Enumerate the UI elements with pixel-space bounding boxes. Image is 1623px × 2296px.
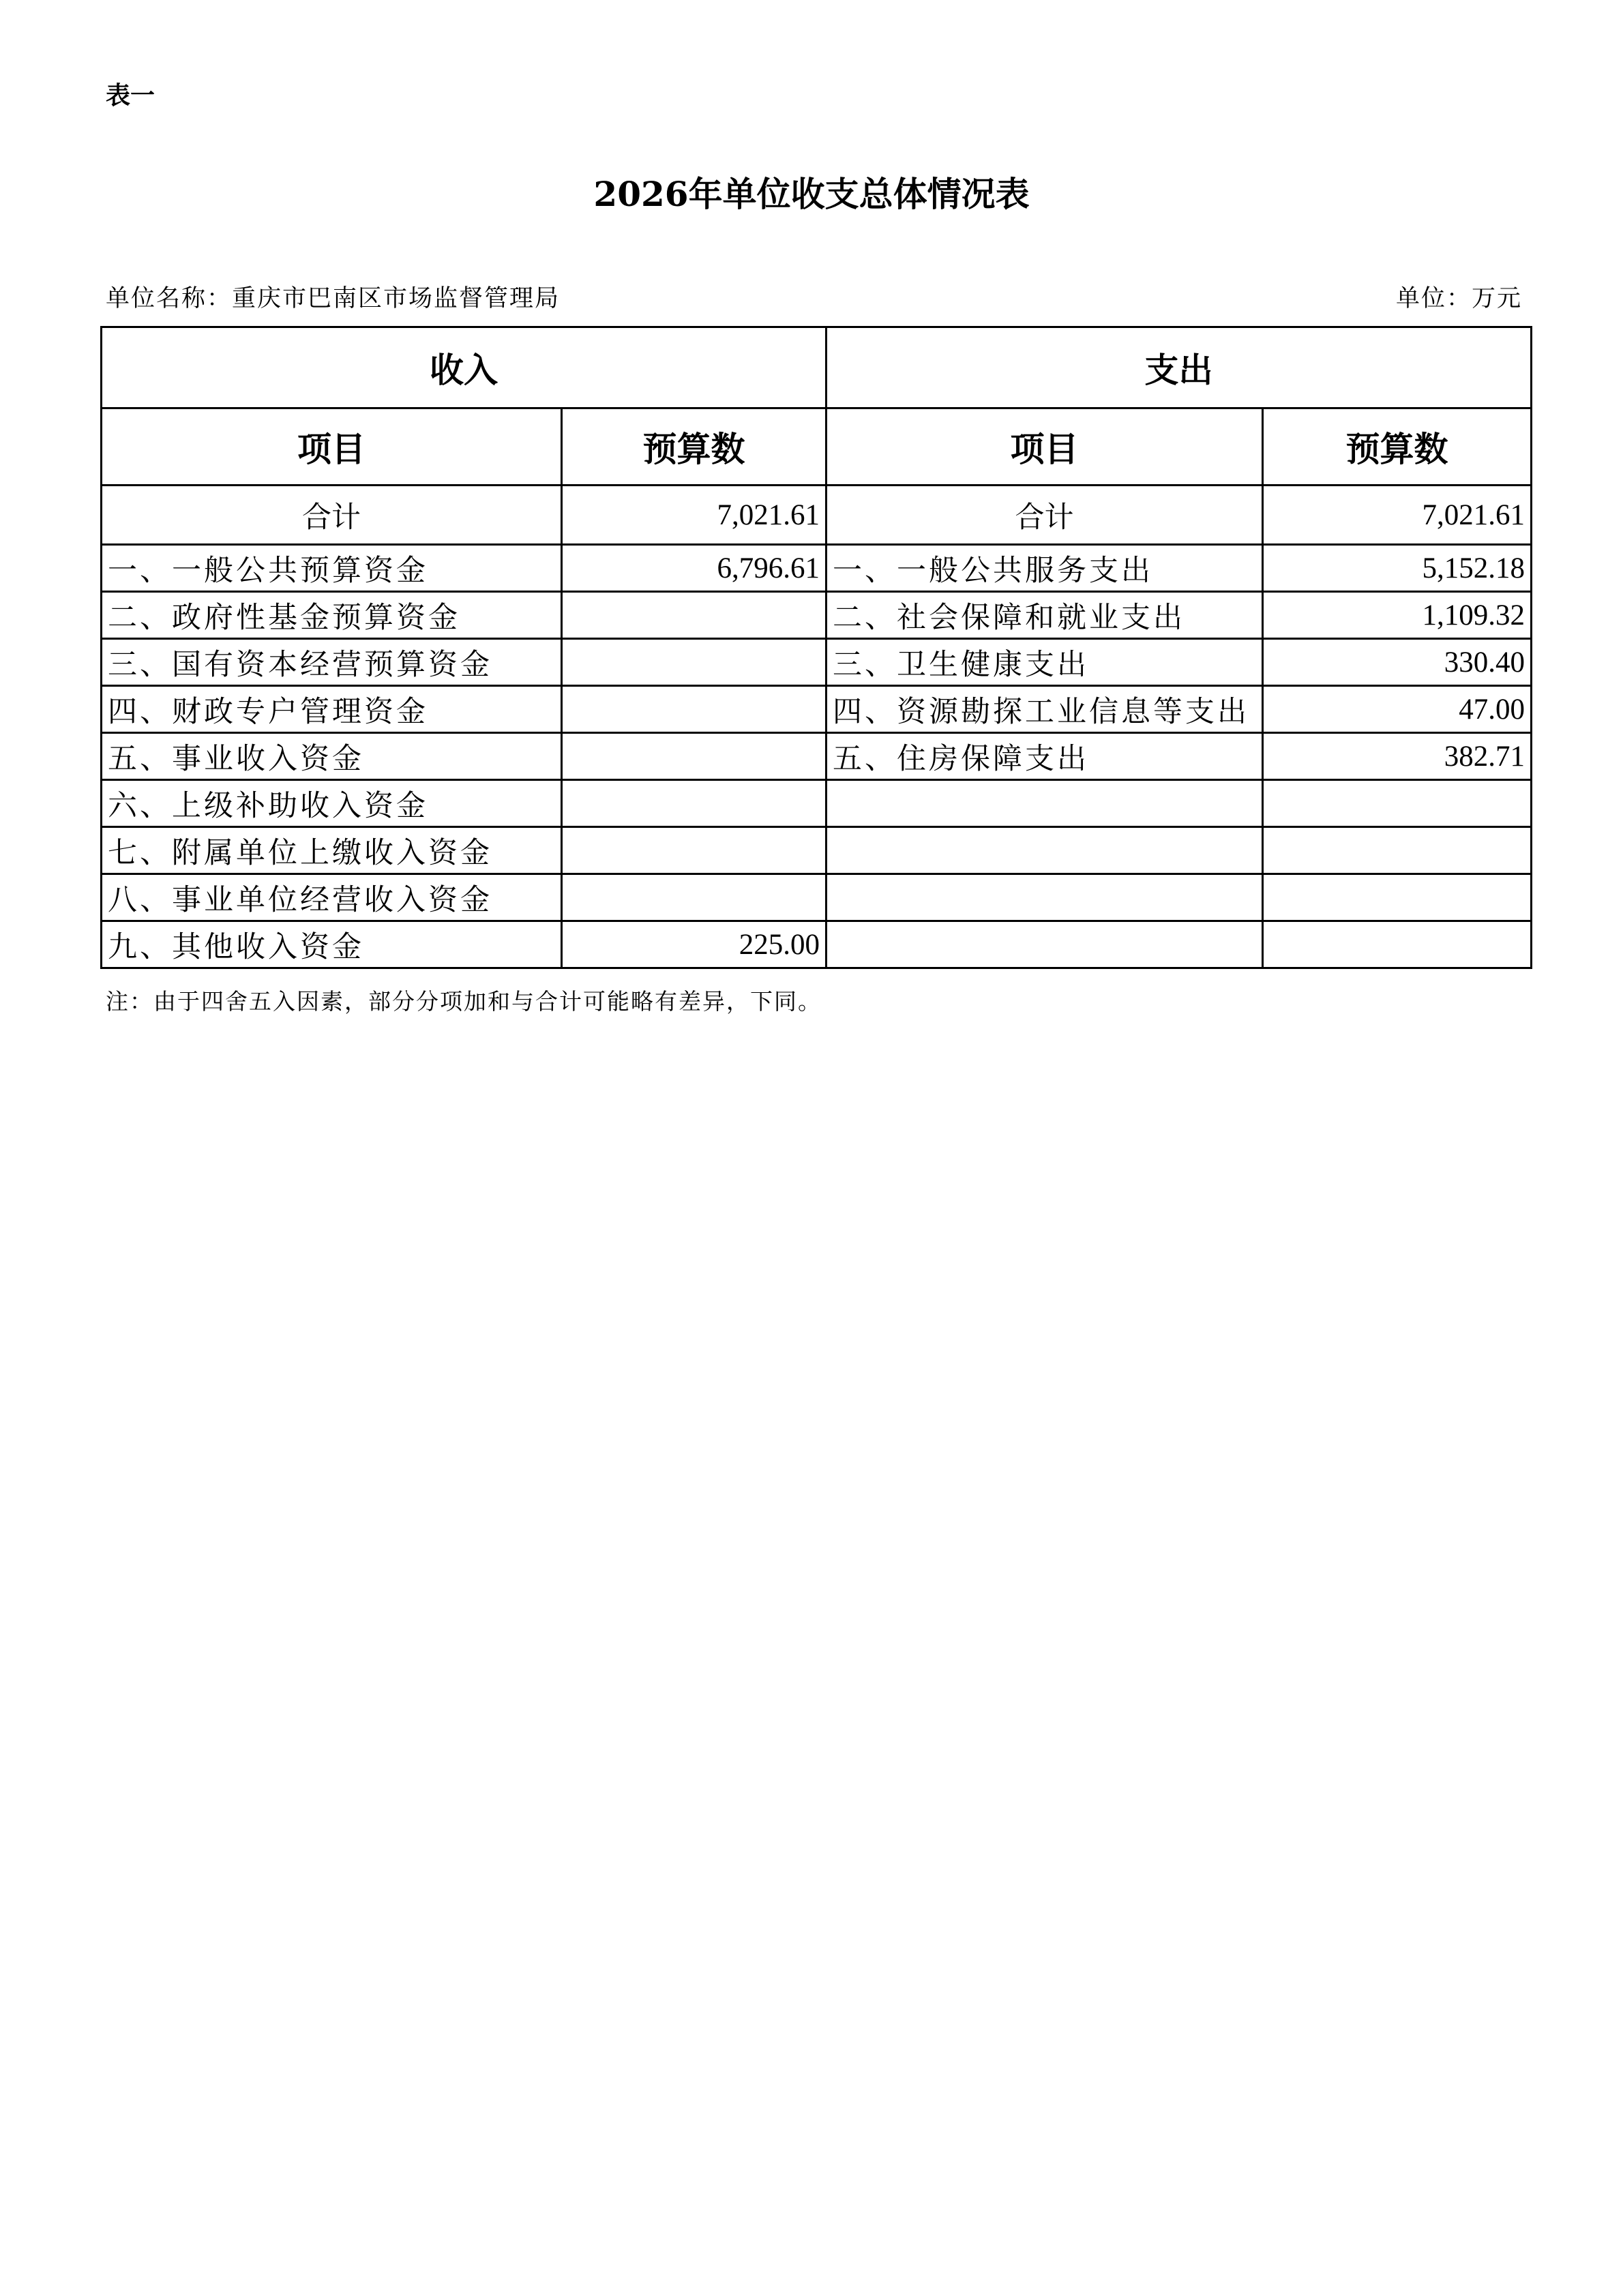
expense-amount: 5,152.18 bbox=[1263, 545, 1532, 592]
table-row bbox=[102, 921, 1532, 968]
expense-total-amount: 7,021.61 bbox=[1263, 486, 1532, 545]
expense-header: 支出 bbox=[827, 327, 1532, 408]
income-amount bbox=[562, 733, 827, 780]
expense-item-header: 项目 bbox=[827, 408, 1263, 486]
income-amount bbox=[562, 592, 827, 639]
income-amount bbox=[562, 686, 827, 733]
table-row bbox=[102, 639, 1532, 686]
expense-total-label: 合计 bbox=[827, 486, 1263, 545]
table-row bbox=[102, 545, 1532, 592]
table-row bbox=[102, 874, 1532, 921]
column-header-row bbox=[102, 408, 1532, 486]
expense-amount-header: 预算数 bbox=[1263, 408, 1532, 486]
unit-name: 单位名称：重庆市巴南区市场监督管理局 bbox=[106, 285, 561, 312]
expense-item: 三、卫生健康支出 bbox=[827, 639, 1263, 686]
income-amount bbox=[562, 780, 827, 827]
expense-amount: 330.40 bbox=[1263, 639, 1532, 686]
income-item: 一、一般公共预算资金 bbox=[102, 545, 562, 592]
table-row bbox=[102, 780, 1532, 827]
footnote: 注：由于四舍五入因素，部分分项加和与合计可能略有差异，下同。 bbox=[106, 988, 822, 1015]
income-total-label: 合计 bbox=[102, 486, 562, 545]
table-row bbox=[102, 592, 1532, 639]
expense-amount bbox=[1263, 827, 1532, 874]
expense-amount: 382.71 bbox=[1263, 733, 1532, 780]
table-label: 表一 bbox=[106, 82, 155, 110]
income-item: 二、政府性基金预算资金 bbox=[102, 592, 562, 639]
expense-item: 四、资源勘探工业信息等支出 bbox=[827, 686, 1263, 733]
expense-amount: 1,109.32 bbox=[1263, 592, 1532, 639]
income-amount: 225.00 bbox=[562, 921, 827, 968]
expense-item bbox=[827, 921, 1263, 968]
income-amount bbox=[562, 874, 827, 921]
expense-item: 五、住房保障支出 bbox=[827, 733, 1263, 780]
total-row bbox=[102, 486, 1532, 545]
income-item: 四、财政专户管理资金 bbox=[102, 686, 562, 733]
expense-item: 一、一般公共服务支出 bbox=[827, 545, 1263, 592]
unit-label: 单位：万元 bbox=[1395, 285, 1522, 312]
expense-amount bbox=[1263, 780, 1532, 827]
budget-table bbox=[100, 326, 1532, 969]
income-header: 收入 bbox=[102, 327, 827, 408]
income-amount bbox=[562, 827, 827, 874]
table-row bbox=[102, 827, 1532, 874]
income-item-header: 项目 bbox=[102, 408, 562, 486]
income-amount bbox=[562, 639, 827, 686]
expense-item bbox=[827, 827, 1263, 874]
income-total-amount: 7,021.61 bbox=[562, 486, 827, 545]
section-header-row bbox=[102, 327, 1532, 408]
table-row bbox=[102, 733, 1532, 780]
income-amount: 6,796.61 bbox=[562, 545, 827, 592]
expense-item bbox=[827, 874, 1263, 921]
income-item: 五、事业收入资金 bbox=[102, 733, 562, 780]
expense-amount bbox=[1263, 874, 1532, 921]
income-item: 六、上级补助收入资金 bbox=[102, 780, 562, 827]
expense-item: 二、社会保障和就业支出 bbox=[827, 592, 1263, 639]
income-item: 八、事业单位经营收入资金 bbox=[102, 874, 562, 921]
page-title: 2026年单位收支总体情况表 bbox=[593, 174, 1030, 214]
expense-amount bbox=[1263, 921, 1532, 968]
income-item: 七、附属单位上缴收入资金 bbox=[102, 827, 562, 874]
income-item: 九、其他收入资金 bbox=[102, 921, 562, 968]
expense-item bbox=[827, 780, 1263, 827]
expense-amount: 47.00 bbox=[1263, 686, 1532, 733]
table-row bbox=[102, 686, 1532, 733]
income-amount-header: 预算数 bbox=[562, 408, 827, 486]
income-item: 三、国有资本经营预算资金 bbox=[102, 639, 562, 686]
